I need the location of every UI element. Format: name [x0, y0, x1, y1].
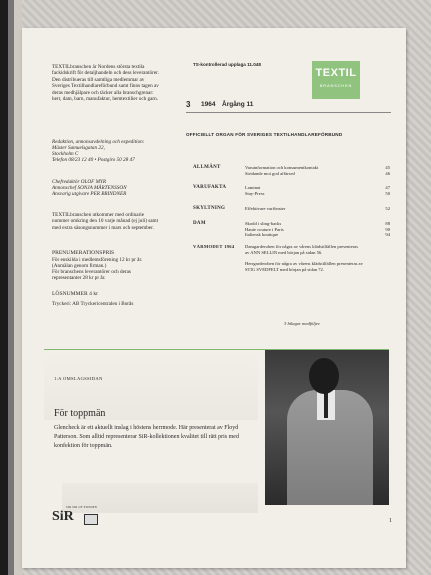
toc-row-varmodet [193, 244, 393, 304]
toc-category: VARUFAKTA [193, 185, 227, 190]
masthead-schedule: TEXTILbranschen utkommer med ordinarie nummer omkring den 10 varje månad (ej juli) samt med extra säsongsnummer i mars och september. [52, 212, 159, 231]
masthead-address-street: Mäster Samuelsgatan 22, [52, 145, 105, 151]
toc-page: 45 [385, 165, 390, 170]
cover-body: Glencheck är ett aktuellt inslag i höstens herrmode. Här presenterat av Floyd Patterson. Som alltid representerar SiR-kollektionen kvalitet till rätt pris med konfektion för toppmän. [54, 425, 239, 449]
sir-box-icon [84, 514, 98, 525]
toc-item: Effektivare varfönster [245, 206, 286, 211]
official-organ: OFFICIELLT ORGAN FÖR SVERIGES TEXTILHANDLAREFÖRBUND [186, 132, 343, 137]
logo-name: TEXTIL [315, 67, 357, 79]
header-rule [186, 112, 391, 113]
toc-page: 46 [385, 170, 390, 176]
toc-category: DAM [193, 221, 206, 226]
masthead-publisher: Ansvarig utgivare PER BRINDNER [52, 191, 127, 197]
toc-item: Varuinformation och konsumentkontakt [245, 165, 319, 170]
masthead-address-city: Stockholm C [52, 151, 79, 157]
masthead-intro: TEXTILbranschen är Nordens största textila fackidskrift för detaljhandeln och dess leverantörer. Den distribueras till samtliga medlemmar av Sveriges Textilhandlareförbund samt finns tagen av deras medhjälpare och täcker alla branschgrenar: herr, dam, barn, manufaktur, hemtextilier och garn. [52, 64, 159, 103]
sir-brand-logo [52, 506, 122, 530]
toc-page: 47 [385, 185, 390, 190]
toc-row-allmant [193, 165, 393, 176]
textilbranschen-logo [312, 61, 360, 99]
cover-photo [265, 350, 389, 505]
subscription-heading: PRENUMERATIONSPRIS [52, 250, 115, 256]
issue-volume: Årgång 11 [222, 101, 254, 108]
issue-number: 3 [186, 100, 191, 109]
subscription-line-2: (Anmälan genom firman.) [52, 263, 107, 269]
toc-page: 88 [385, 221, 390, 226]
toc-item: Italiensk boutique [245, 232, 279, 238]
masthead-ad-chief: Annonschef SONJA MÅRTENSSON [52, 185, 127, 191]
printer-info: Tryckeri: AB Tryckericentralen i Borås [52, 301, 134, 307]
masthead-phone: Telefon 08/23 12 40 • Postgiro 50 28 47 [52, 157, 135, 163]
circulation-note: TS-kontrollerad upplaga 11.048 [193, 62, 261, 67]
toc-item: Haute couture i Paris [245, 226, 284, 232]
toc-category: ALLMÄNT [193, 165, 221, 170]
toc-row-dam [193, 221, 393, 238]
toc-page: 94 [385, 232, 390, 238]
toc-row-skyltning [193, 206, 393, 214]
masthead-address-heading: Redaktion, annonsavdelning och expedition: [52, 139, 145, 145]
issue-year: 1964 [201, 101, 216, 108]
toc-item: Stay-Press [245, 190, 265, 196]
figure-head [309, 358, 339, 394]
subscription-line-3: För branschens leverantörer och deras representanter 28 kr pr år. [52, 269, 131, 282]
toc-item: Damgarderoben för några av vårens klädstilfällen presenteras av ANN SELLIN med början på sidan 56. [245, 244, 359, 255]
figure-tie [324, 392, 328, 418]
single-copy-price: LÖSNUMMER 4 kr [52, 291, 98, 297]
toc-page: 52 [385, 206, 390, 211]
toc-item: Skodd i sling-backs [245, 221, 282, 226]
cover-title: För toppmän [54, 408, 106, 419]
page-number: 1 [389, 518, 392, 524]
sir-tagline: SIR SIR OF SWEDEN [66, 506, 98, 509]
sir-wordmark: SiR [52, 509, 74, 524]
magazine-binding [0, 0, 22, 575]
toc-item: Stridande mot god affärsed [245, 170, 295, 176]
subscription-line-1: För enskilda i medlemsförening 12 kr pr år. [52, 257, 143, 263]
toc-item: Laminat [245, 185, 261, 190]
toc-page: 50 [385, 190, 390, 196]
toc-item: Herrgarderoben för några av vårens klädstilfällen presenteras av STIG SVEDFELT med början på sidan 72. [245, 261, 363, 272]
toc-note: 3 bilagor medföljer. [284, 321, 321, 326]
toc-category: VÅRMODET 1964 [193, 244, 235, 249]
cover-label: 1:A OMSLAGSSIDAN [54, 376, 103, 381]
toc-category: SKYLTNING [193, 206, 226, 211]
toc-row-varufakta [193, 185, 393, 196]
masthead-chief-editor: Chefredaktör OLOF MYR [52, 179, 106, 185]
toc-page: 90 [385, 226, 390, 232]
magazine-page [22, 28, 406, 568]
logo-sub: BRANSCHEN [319, 83, 353, 88]
